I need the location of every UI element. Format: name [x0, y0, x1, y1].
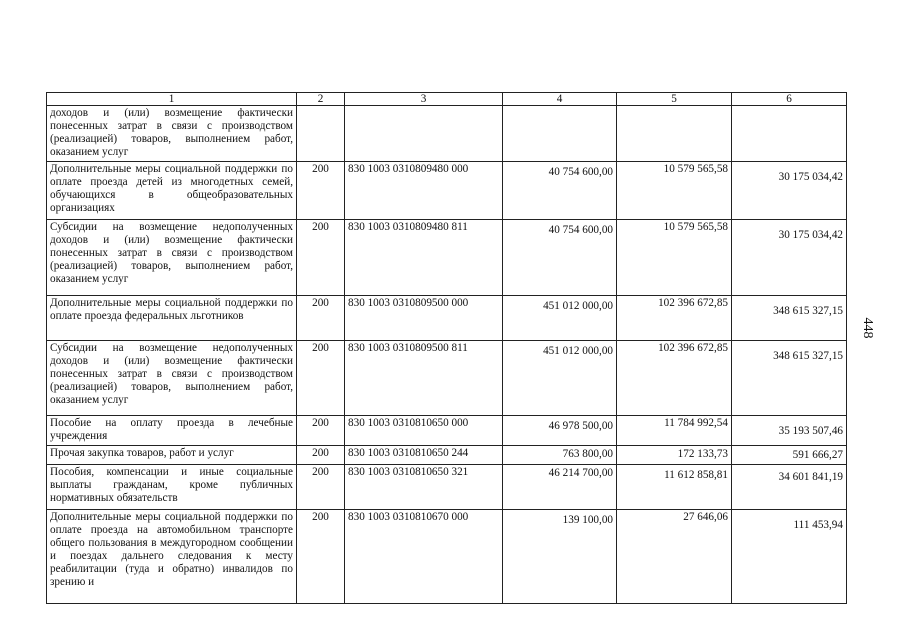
row-value-4: 451 012 000,00 — [503, 341, 617, 416]
row-kbk — [345, 106, 503, 162]
row-kbk: 830 1003 0310810650 000 — [345, 416, 503, 446]
table-row — [47, 510, 847, 604]
header-col-6: 6 — [732, 93, 847, 106]
row-kbk: 830 1003 0310809500 000 — [345, 296, 503, 341]
row-value-4: 40 754 600,00 — [503, 220, 617, 296]
row-name: Пособия, компенсации и иные социальные выплаты гражданам, кроме публичных нормативных обязательств — [47, 465, 297, 510]
row-kbk: 830 1003 0310810650 244 — [345, 446, 503, 465]
row-value-6: 30 175 034,42 — [732, 220, 847, 296]
row-value-6: 35 193 507,46 — [732, 416, 847, 446]
row-name: Дополнительные меры социальной поддержки по оплате проезда федеральных льготников — [47, 296, 297, 341]
table-row — [47, 465, 847, 510]
row-value-6 — [732, 106, 847, 162]
row-value-6: 30 175 034,42 — [732, 162, 847, 220]
table-row — [47, 446, 847, 465]
row-value-6: 591 666,27 — [732, 446, 847, 465]
row-name: Дополнительные меры социальной поддержки по оплате проезда детей из многодетных семей, обучающихся в общеобразовательных организациях — [47, 162, 297, 220]
page-number: 448 — [860, 317, 875, 339]
row-value-4: 40 754 600,00 — [503, 162, 617, 220]
row-value-5: 11 784 992,54 — [617, 416, 732, 446]
row-kbk: 830 1003 0310810650 321 — [345, 465, 503, 510]
row-code: 200 — [297, 341, 345, 416]
table-row — [47, 106, 847, 162]
table-header — [47, 93, 847, 106]
row-kbk: 830 1003 0310809480 811 — [345, 220, 503, 296]
row-value-5: 10 579 565,58 — [617, 162, 732, 220]
row-value-4 — [503, 106, 617, 162]
row-value-4: 46 214 700,00 — [503, 465, 617, 510]
budget-table — [46, 92, 847, 604]
row-name: Субсидии на возмещение недополученных доходов и (или) возмещение фактически понесенных затрат в связи с производством (реализацией) товаров, выполнением работ, оказанием услуг — [47, 341, 297, 416]
row-kbk: 830 1003 0310809480 000 — [345, 162, 503, 220]
row-kbk: 830 1003 0310809500 811 — [345, 341, 503, 416]
row-code: 200 — [297, 162, 345, 220]
table-row — [47, 296, 847, 341]
row-value-6: 34 601 841,19 — [732, 465, 847, 510]
row-code: 200 — [297, 296, 345, 341]
row-value-6: 348 615 327,15 — [732, 296, 847, 341]
table-row — [47, 220, 847, 296]
row-value-6: 348 615 327,15 — [732, 341, 847, 416]
row-name: Дополнительные меры социальной поддержки по оплате проезда на автомобильном транспорте общего пользования в междугородном сообщении и поездах дальнего следования к месту реабилитации (туда и обратно) инвалидов по зрению и — [47, 510, 297, 604]
row-code — [297, 106, 345, 162]
header-col-5: 5 — [617, 93, 732, 106]
row-name: Субсидии на возмещение недополученных доходов и (или) возмещение фактически понесенных затрат в связи с производством (реализацией) товаров, выполнением работ, оказанием услуг — [47, 220, 297, 296]
row-value-5: 10 579 565,58 — [617, 220, 732, 296]
row-value-5 — [617, 106, 732, 162]
row-kbk: 830 1003 0310810670 000 — [345, 510, 503, 604]
header-row — [47, 93, 847, 106]
row-value-4: 46 978 500,00 — [503, 416, 617, 446]
row-value-6: 111 453,94 — [732, 510, 847, 604]
header-col-2: 2 — [297, 93, 345, 106]
row-code: 200 — [297, 220, 345, 296]
table-row — [47, 416, 847, 446]
header-col-3: 3 — [345, 93, 503, 106]
row-code: 200 — [297, 416, 345, 446]
row-name: доходов и (или) возмещение фактически понесенных затрат в связи с производством (реализацией) товаров, выполнением работ, оказанием услуг — [47, 106, 297, 162]
row-code: 200 — [297, 465, 345, 510]
row-value-5: 102 396 672,85 — [617, 341, 732, 416]
row-value-4: 763 800,00 — [503, 446, 617, 465]
table-body — [47, 106, 847, 604]
row-name: Пособие на оплату проезда в лечебные учреждения — [47, 416, 297, 446]
row-name: Прочая закупка товаров, работ и услуг — [47, 446, 297, 465]
header-col-4: 4 — [503, 93, 617, 106]
row-value-5: 172 133,73 — [617, 446, 732, 465]
row-code: 200 — [297, 446, 345, 465]
row-value-5: 11 612 858,81 — [617, 465, 732, 510]
header-col-1: 1 — [47, 93, 297, 106]
row-code: 200 — [297, 510, 345, 604]
row-value-4: 451 012 000,00 — [503, 296, 617, 341]
row-value-5: 102 396 672,85 — [617, 296, 732, 341]
table-row — [47, 162, 847, 220]
row-value-5: 27 646,06 — [617, 510, 732, 604]
table-row — [47, 341, 847, 416]
row-value-4: 139 100,00 — [503, 510, 617, 604]
